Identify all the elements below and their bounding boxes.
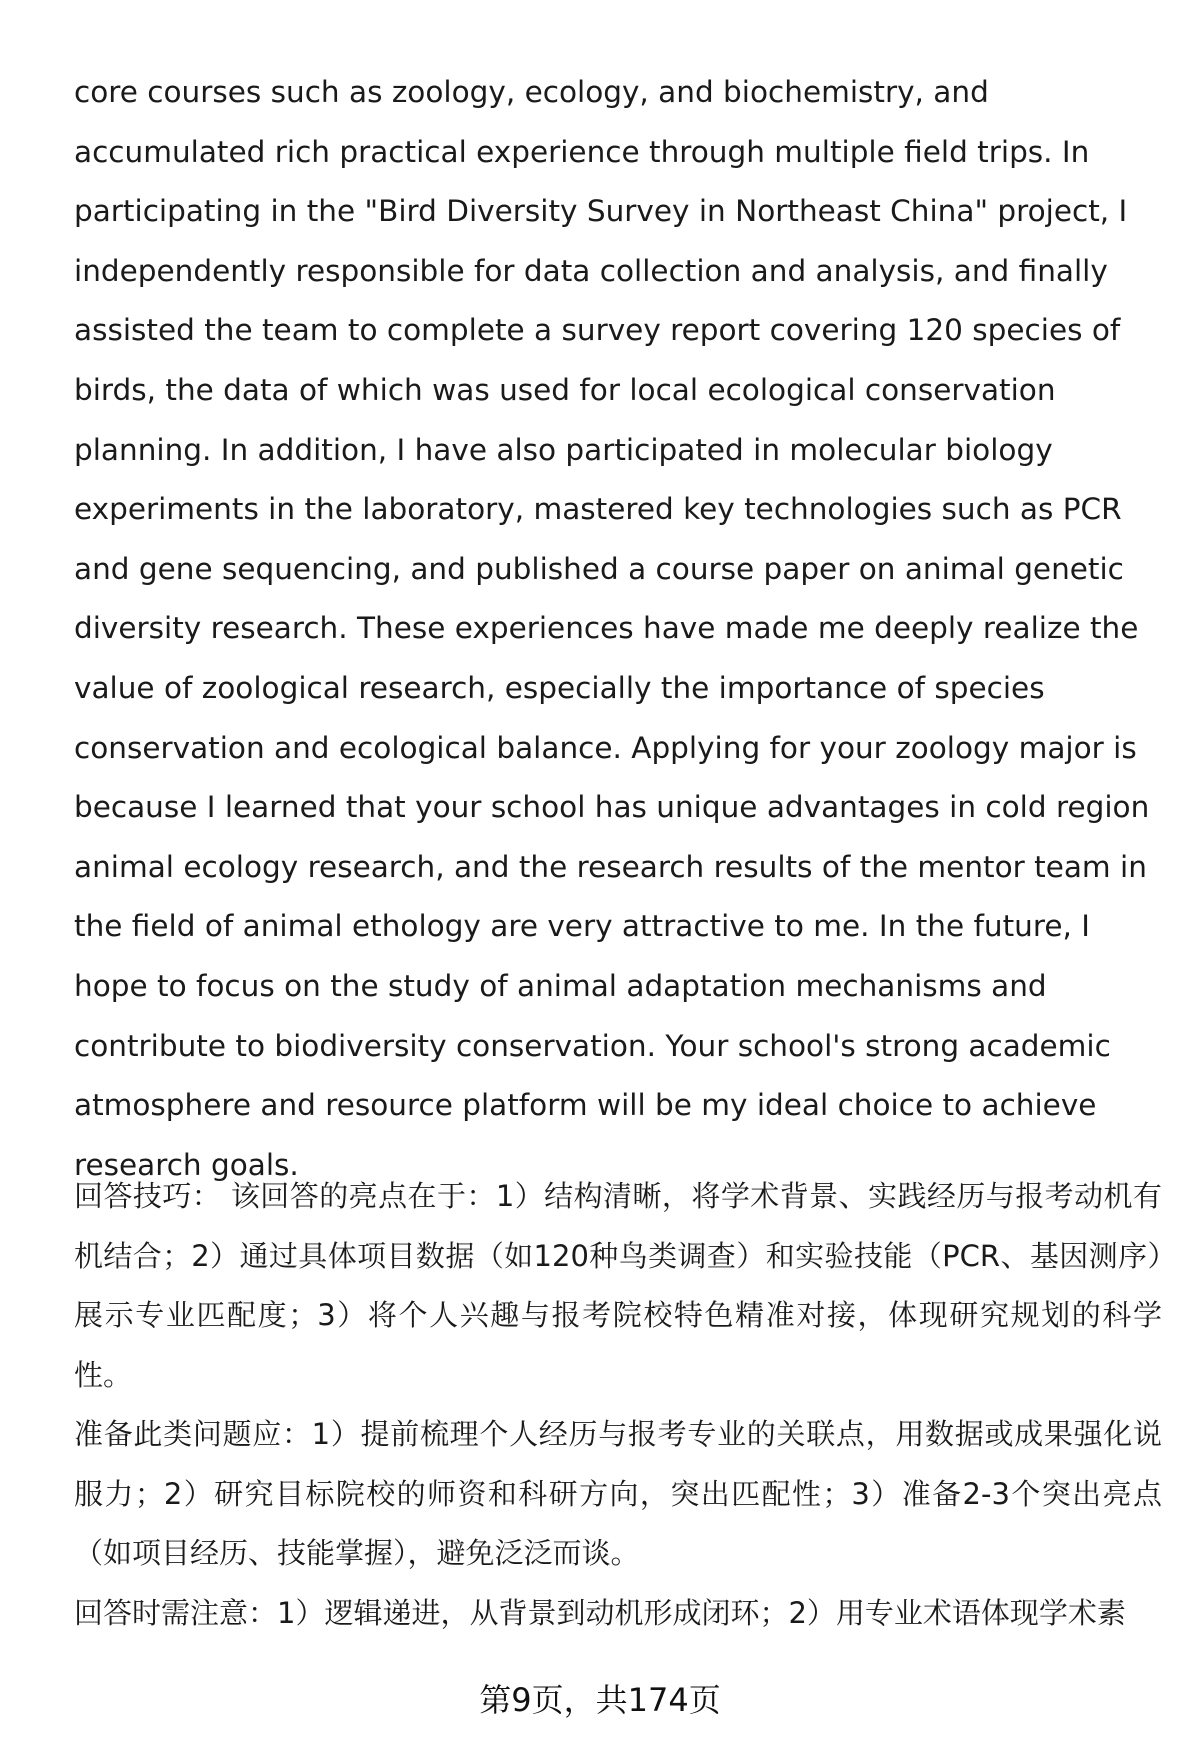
answer-paragraph: core courses such as zoology, ecology, and biochemistry, and accumulated rich practical experience through multiple field trips. In participating in the "Bird Diversity Survey in Northeast China" project, I independently responsible for data collection and analysis, and finally assisted the team to complete a survey report covering 120 species of birds, the data of which was used for local ecological conservation planning. In addition, I have also participated in molecular biology experiments in the laboratory, mastered key technologies such as PCR and gene sequencing, and published a course paper on animal genetic diversity research. These experiences have made me deeply realize the value of zoological research, especially the importance of species conservation and ecological balance. Applying for your zoology major is because I learned that your school has unique advantages in cold region animal ecology research, and the research results of the mentor team in the field of animal ethology are very attractive to me. In the future, I hope to focus on the study of animal adaptation mechanisms and contribute to biodiversity conservation. Your school's strong academic atmosphere and resource platform will be my ideal choice to achieve research goals. — [74, 75, 1150, 1182]
preparation-text: 准备此类问题应：1）提前梳理个人经历与报考专业的关联点，用数据或成果强化说服力；2）研究目标院校的师资和科研方向，突出匹配性；3）准备2-3个突出亮点（如项目经历、技能掌握），避免泛泛而谈。 — [74, 1417, 1162, 1570]
tips-section — [74, 1167, 1162, 1643]
page-indicator: 第9页，共174页 — [479, 1681, 721, 1719]
notes-text: 回答时需注意：1）逻辑递进，从背景到动机形成闭环；2）用专业术语体现学术素 — [74, 1595, 1126, 1630]
answer-skills-text: 回答技巧： 该回答的亮点在于：1）结构清晰，将学术背景、实践经历与报考动机有机结合；2）通过具体项目数据（如120种鸟类调查）和实验技能（PCR、基因测序）展示专业匹配度；3）将个人兴趣与报考院校特色精准对接，体现研究规划的科学性。 — [74, 1179, 1162, 1392]
